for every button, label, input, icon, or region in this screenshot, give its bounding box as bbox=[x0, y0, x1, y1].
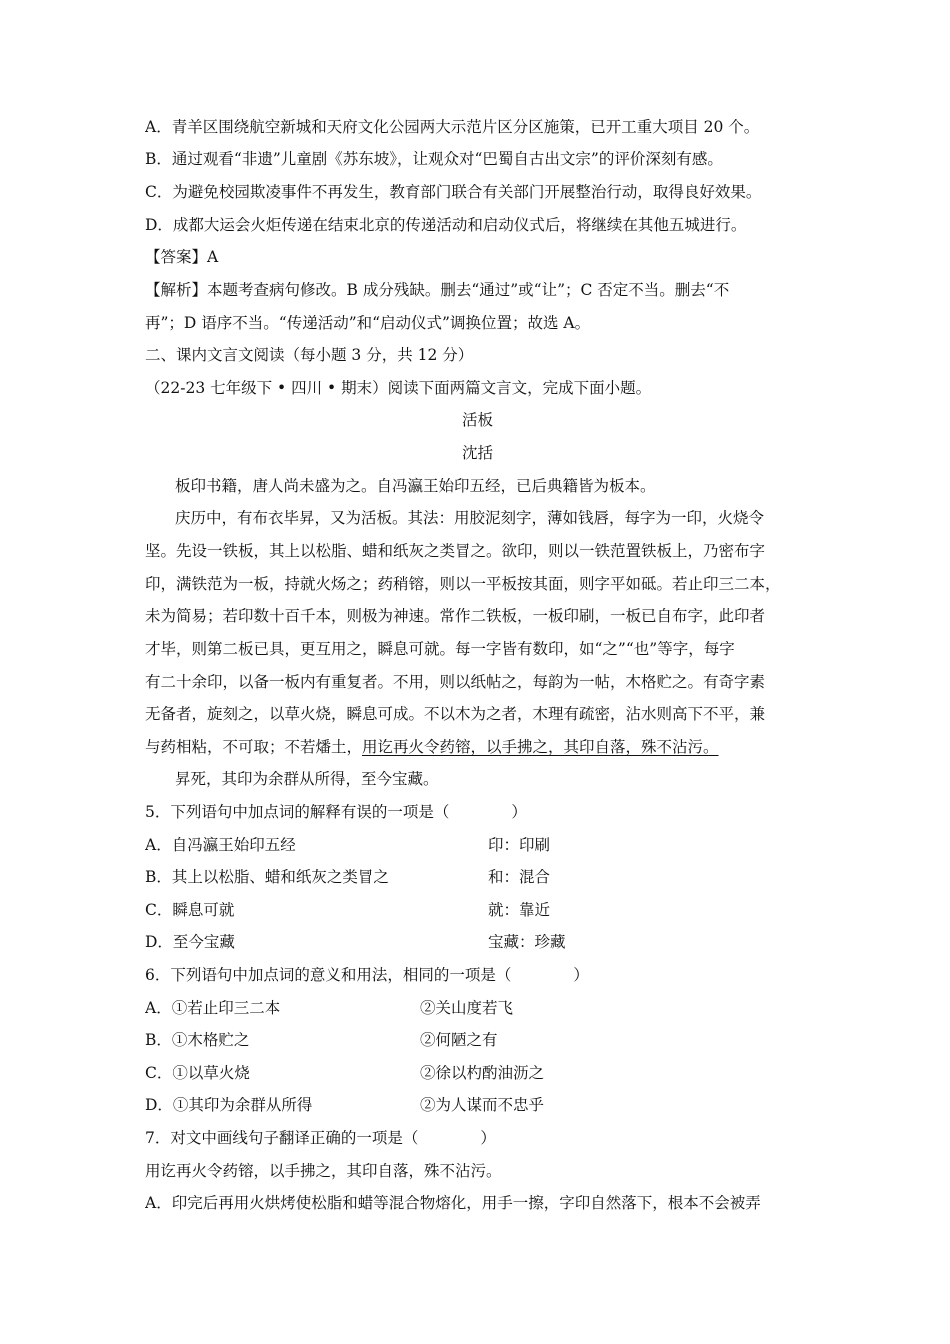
q5-option-c-explanation: 就：靠近 bbox=[488, 901, 551, 919]
q6-option-b bbox=[145, 1029, 810, 1051]
underlined-sentence: 用讫再火令药镕，以手拂之，其印自落，殊不沾污。 bbox=[362, 738, 719, 756]
q6-option-c bbox=[145, 1062, 810, 1084]
q6-option-a-right: ②关山度若飞 bbox=[420, 999, 514, 1017]
passage-p2-line-1: 庆历中，有布衣毕昇，又为活板。其法：用胶泥刻字，薄如钱唇，每字为一印，火烧令 bbox=[175, 509, 765, 527]
passage-p2-line-8 bbox=[145, 736, 810, 758]
q5-option-b-text: B．其上以松脂、蜡和纸灰之类冒之 bbox=[145, 868, 389, 886]
q5-option-b bbox=[145, 866, 810, 888]
passage-p2-line-5: 才毕，则第二板已具，更互用之，瞬息可就。每一字皆有数印，如“之”“也”等字，每字 bbox=[145, 640, 735, 658]
source-note: （22-23 七年级下 • 四川 • 期末）阅读下面两篇文言文，完成下面小题。 bbox=[145, 379, 652, 397]
q5-option-d-explanation: 宝藏：珍藏 bbox=[488, 933, 566, 951]
q6-option-a bbox=[145, 997, 810, 1019]
q6-option-c-right: ②徐以杓酌油沥之 bbox=[420, 1064, 545, 1082]
q5-option-d-text: D．至今宝藏 bbox=[145, 933, 235, 951]
q6-option-d bbox=[145, 1094, 810, 1116]
passage-paragraph-1: 板印书籍，唐人尚未盛为之。自冯瀛王始印五经，已后典籍皆为板本。 bbox=[175, 477, 656, 495]
q5-option-a-explanation: 印：印刷 bbox=[488, 836, 551, 854]
q7-quote: 用讫再火令药镕，以手拂之，其印自落，殊不沾污。 bbox=[145, 1162, 502, 1180]
q4-analysis-line-2: 再”；D 语序不当。“传递活动”和“启动仪式”调换位置；故选 A。 bbox=[145, 314, 591, 332]
q6-option-b-left: B．①木格贮之 bbox=[145, 1031, 250, 1049]
q5-option-d bbox=[145, 931, 810, 953]
q6-option-d-right: ②为人谋而不忠乎 bbox=[420, 1096, 545, 1114]
q4-answer: 【答案】A bbox=[145, 248, 219, 266]
q5-stem: 5．下列语句中加点词的解释有误的一项是（ ） bbox=[145, 803, 527, 821]
q6-stem: 6．下列语句中加点词的意义和用法，相同的一项是（ ） bbox=[145, 966, 589, 984]
passage-p2-line-4: 未为简易；若印数十百千本，则极为神速。常作二铁板，一板印刷，一板已自布字，此印者 bbox=[145, 607, 766, 625]
passage-author: 沈括 bbox=[461, 444, 493, 462]
q5-option-c bbox=[145, 899, 810, 921]
q6-option-a-left: A．①若止印三二本 bbox=[145, 999, 281, 1017]
passage-p2-line-6: 有二十余印，以备一板内有重复者。不用，则以纸帖之，每韵为一帖，木格贮之。有奇字素 bbox=[145, 673, 766, 691]
passage-p2-last-plain: 与药相粘，不可取；不若燔土， bbox=[145, 738, 363, 756]
passage-paragraph-3: 昇死，其印为余群从所得，至今宝藏。 bbox=[175, 770, 439, 788]
q5-option-b-explanation: 和：混合 bbox=[488, 868, 551, 886]
q7-option-a: A．印完后再用火烘烤使松脂和蜡等混合物熔化，用手一擦，字印自然落下，根本不会被弄 bbox=[145, 1194, 761, 1212]
q5-option-a bbox=[145, 834, 810, 856]
section-title: 二、课内文言文阅读（每小题 3 分，共 12 分） bbox=[145, 346, 474, 364]
q4-analysis-line-1: 【解析】本题考查病句修改。B 成分残缺。删去“通过”或“让”；C 否定不当。删去“不 bbox=[145, 281, 730, 299]
q5-option-a-text: A．自冯瀛王始印五经 bbox=[145, 836, 296, 854]
passage-p2-line-2: 坚。先设一铁板，其上以松脂、蜡和纸灰之类冒之。欲印，则以一铁范置铁板上，乃密布字 bbox=[145, 542, 766, 560]
q4-option-b: B．通过观看“非遗”儿童剧《苏东坡》，让观众对“巴蜀自古出文宗”的评价深刻有感。 bbox=[145, 150, 723, 168]
q6-option-b-right: ②何陋之有 bbox=[420, 1031, 498, 1049]
q6-option-c-left: C．①以草火烧 bbox=[145, 1064, 250, 1082]
passage-p2-line-7: 无备者，旋刻之，以草火烧，瞬息可成。不以木为之者，木理有疏密，沾水则高下不平，兼 bbox=[145, 705, 766, 723]
q7-stem: 7．对文中画线句子翻译正确的一项是（ ） bbox=[145, 1129, 496, 1147]
q4-option-c: C．为避免校园欺凌事件不再发生，教育部门联合有关部门开展整治行动，取得良好效果。 bbox=[145, 183, 762, 201]
q4-option-a: A．青羊区围绕航空新城和天府文化公园两大示范片区分区施策，已开工重大项目 20 个。 bbox=[145, 118, 760, 136]
passage-title: 活板 bbox=[461, 411, 493, 429]
q4-option-d: D．成都大运会火炬传递在结束北京的传递活动和启动仪式后，将继续在其他五城进行。 bbox=[145, 216, 747, 234]
q5-option-c-text: C．瞬息可就 bbox=[145, 901, 235, 919]
passage-p2-line-3: 印，满铁范为一板，持就火炀之；药稍镕，则以一平板按其面，则字平如砥。若止印三二本， bbox=[145, 575, 781, 593]
q6-option-d-left: D．①其印为余群从所得 bbox=[145, 1096, 313, 1114]
